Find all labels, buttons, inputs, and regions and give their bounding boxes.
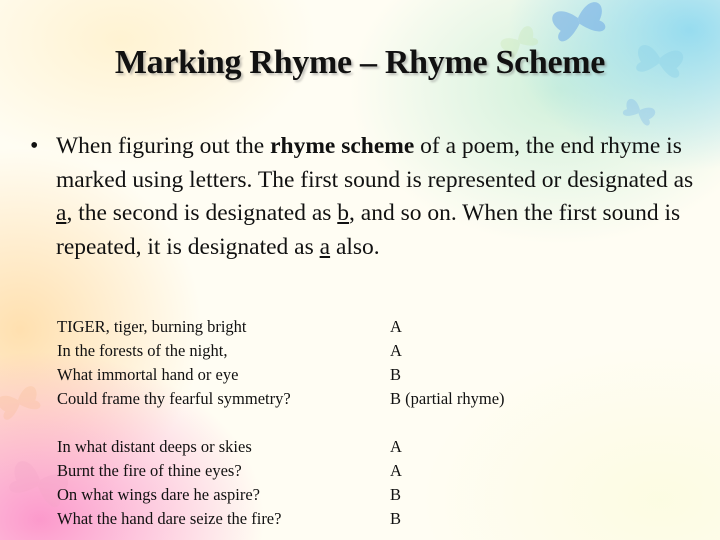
bullet-text-run: , and so on. When the first sound is repeated, it is designated as [56,200,681,260]
poem-line [57,435,687,459]
poem-line-text: Burnt the fire of thine eyes? [57,461,242,480]
bullet-text-run: of a poem, the end rhyme is marked using letters. The first sound is represented or designated as [56,133,694,193]
poem-line [57,459,687,483]
bullet-text-run: , the second is designated as [66,200,338,226]
butterfly-icon [621,97,656,126]
poem-line [57,363,687,387]
bullet-text-underline-run: a [56,200,67,226]
slide-title: Marking Rhyme – Rhyme Scheme [114,44,606,81]
butterfly-icon [0,385,42,422]
butterfly-icon [551,0,608,42]
poem-stanza [57,315,687,411]
rhyme-letter: B [390,485,402,504]
rhyme-letter: A [390,341,402,360]
poem-line [57,387,687,411]
poem-line-text: TIGER, tiger, burning bright [57,317,247,336]
bullet-marker: • [30,133,39,159]
rhyme-letter: A [390,437,402,456]
poem-line-text: In the forests of the night, [57,341,228,360]
poem-line-text: Could frame thy fearful symmetry? [57,389,291,408]
poem-stanza [57,435,687,531]
rhyme-letter: A [390,317,402,336]
bullet-item [30,130,702,264]
poem-line-text: On what wings dare he aspire? [57,485,260,504]
poem-line-text: What the hand dare seize the fire? [57,509,282,528]
poem-example [57,315,687,531]
poem-line [57,507,687,531]
bullet-text-run: also. [330,233,380,260]
poem-line-text: In what distant deeps or skies [57,437,252,456]
poem-line-text: What immortal hand or eye [57,365,239,384]
bullet-text-bold-run: rhyme scheme [270,133,415,159]
rhyme-letter: B (partial rhyme) [390,389,505,408]
bullet-text-run: When figuring out the [56,133,271,159]
bullet-text [56,130,702,264]
bullet-list [30,130,702,264]
rhyme-letter: A [390,461,402,480]
poem-line [57,315,687,339]
poem-line [57,339,687,363]
bullet-text-underline-run: a [319,233,331,260]
rhyme-letter: B [390,509,402,528]
rhyme-letter: B [390,365,402,384]
bullet-text-underline-run: b [337,200,350,226]
poem-line [57,483,687,507]
